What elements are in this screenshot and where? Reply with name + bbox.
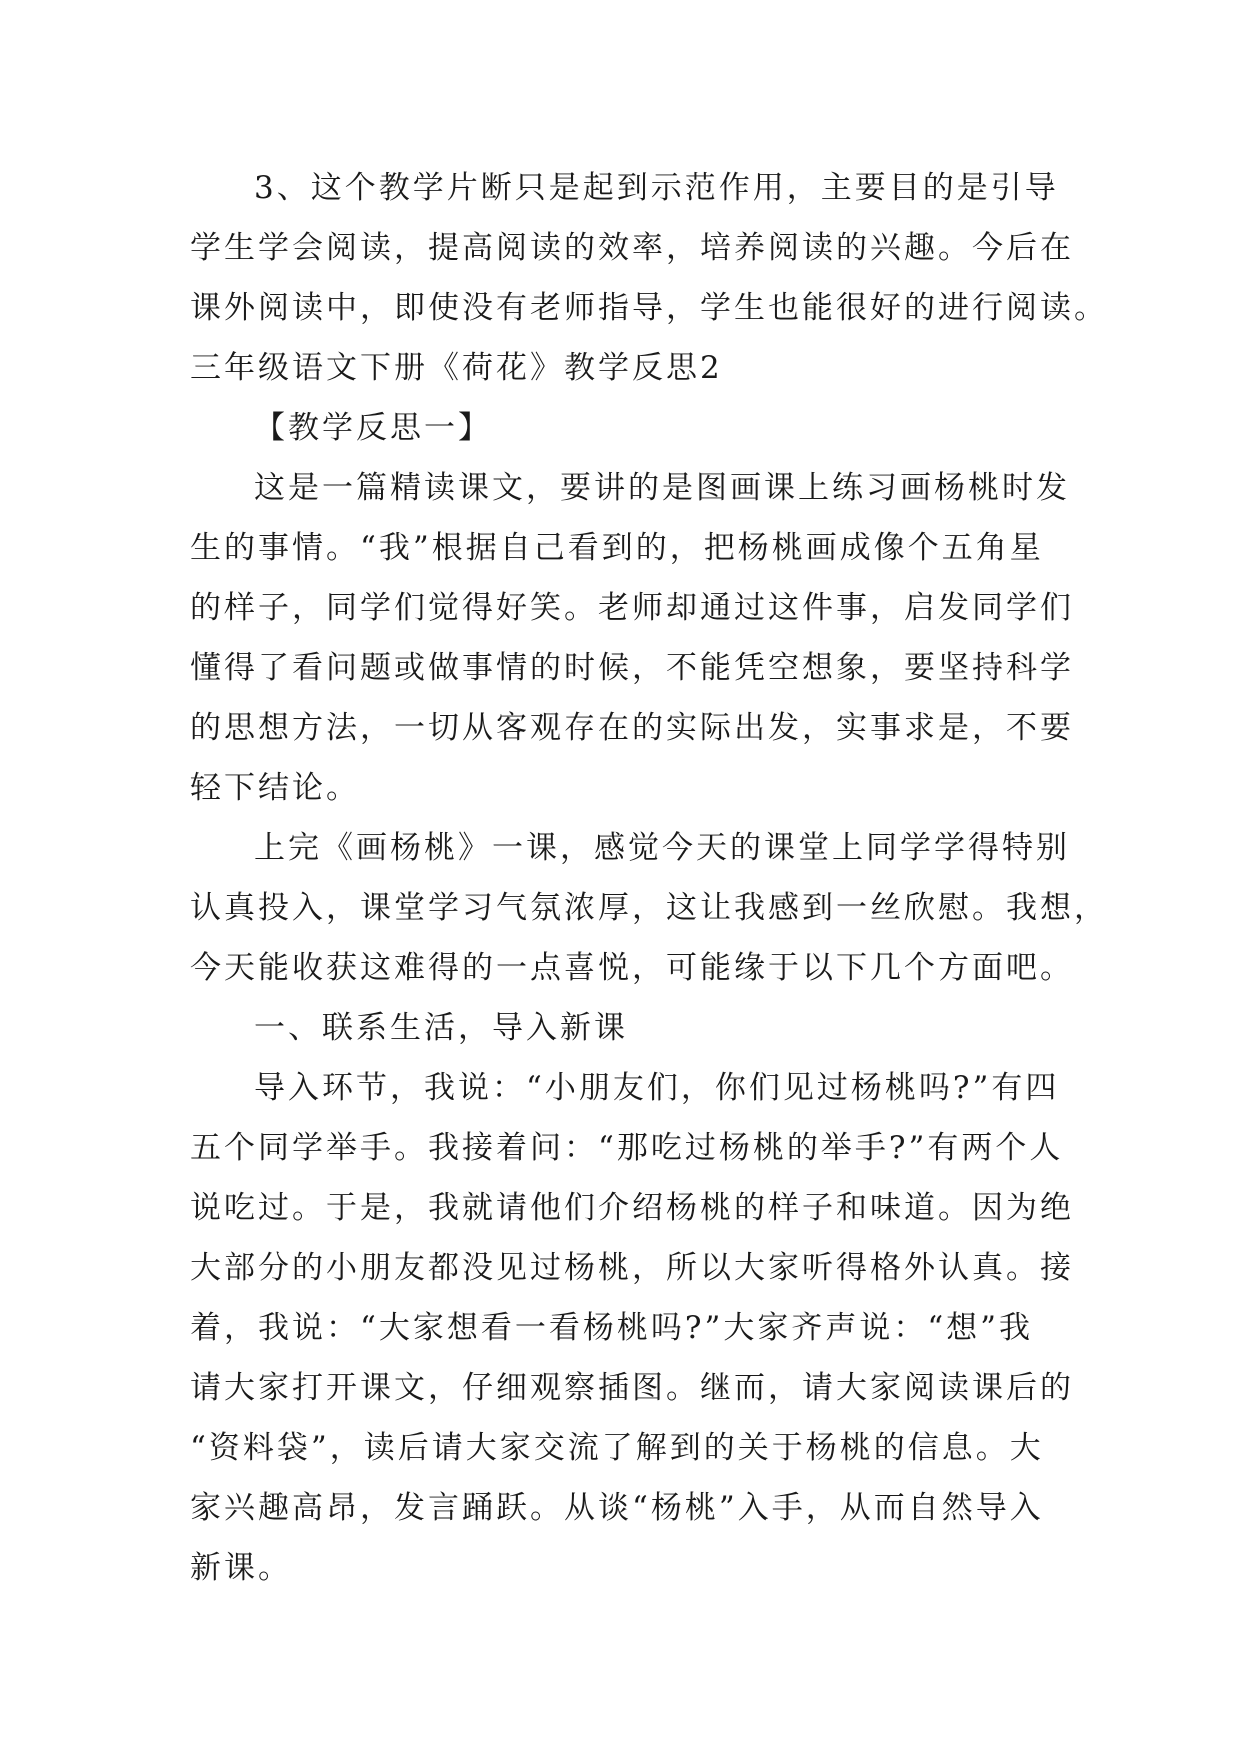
subsection-heading: 一、联系生活，导入新课 (254, 1010, 628, 1046)
paragraph-line: 课外阅读中，即使没有老师指导，学生也能很好的进行阅读。 (190, 290, 1108, 326)
paragraph-line: 导入环节，我说：“小朋友们，你们见过杨桃吗?”有四 (254, 1070, 1060, 1106)
paragraph-line: 3、这个教学片断只是起到示范作用，主要目的是引导 (254, 170, 1059, 206)
paragraph-line: 请大家打开课文，仔细观察插图。继而，请大家阅读课后的 (190, 1370, 1074, 1406)
paragraph-line: 学生学会阅读，提高阅读的效率，培养阅读的兴趣。今后在 (190, 230, 1074, 266)
paragraph-line: 家兴趣高昂，发言踊跃。从谈“杨桃”入手，从而自然导入 (190, 1490, 1044, 1526)
paragraph-line: 上完《画杨桃》一课，感觉今天的课堂上同学学得特别 (254, 830, 1070, 866)
paragraph-line: 的样子，同学们觉得好笑。老师却通过这件事，启发同学们 (190, 590, 1074, 626)
paragraph-line: 着，我说：“大家想看一看杨桃吗?”大家齐声说：“想”我 (190, 1310, 1034, 1346)
paragraph-line: 这是一篇精读课文，要讲的是图画课上练习画杨桃时发 (254, 470, 1070, 506)
paragraph-line: 轻下结论。 (190, 770, 360, 806)
paragraph-line: 的思想方法，一切从客观存在的实际出发，实事求是，不要 (190, 710, 1074, 746)
paragraph-line: 认真投入，课堂学习气氛浓厚，这让我感到一丝欣慰。我想， (190, 890, 1108, 926)
paragraph-line: 说吃过。于是，我就请他们介绍杨桃的样子和味道。因为绝 (190, 1190, 1074, 1226)
subsection-heading: 【教学反思一】 (254, 410, 492, 446)
paragraph-line: 新课。 (190, 1550, 292, 1586)
paragraph-line: 五个同学举手。我接着问：“那吃过杨桃的举手?”有两个人 (190, 1130, 1064, 1166)
section-title: 三年级语文下册《荷花》教学反思2 (190, 350, 723, 386)
paragraph-line: 生的事情。“我”根据自己看到的，把杨桃画成像个五角星 (190, 530, 1044, 566)
paragraph-line: 大部分的小朋友都没见过杨桃，所以大家听得格外认真。接 (190, 1250, 1074, 1286)
paragraph-line: 今天能收获这难得的一点喜悦，可能缘于以下几个方面吧。 (190, 950, 1074, 986)
paragraph-line: “资料袋”，读后请大家交流了解到的关于杨桃的信息。大 (190, 1430, 1044, 1466)
paragraph-line: 懂得了看问题或做事情的时候，不能凭空想象，要坚持科学 (190, 650, 1074, 686)
document-body (190, 158, 1108, 1598)
